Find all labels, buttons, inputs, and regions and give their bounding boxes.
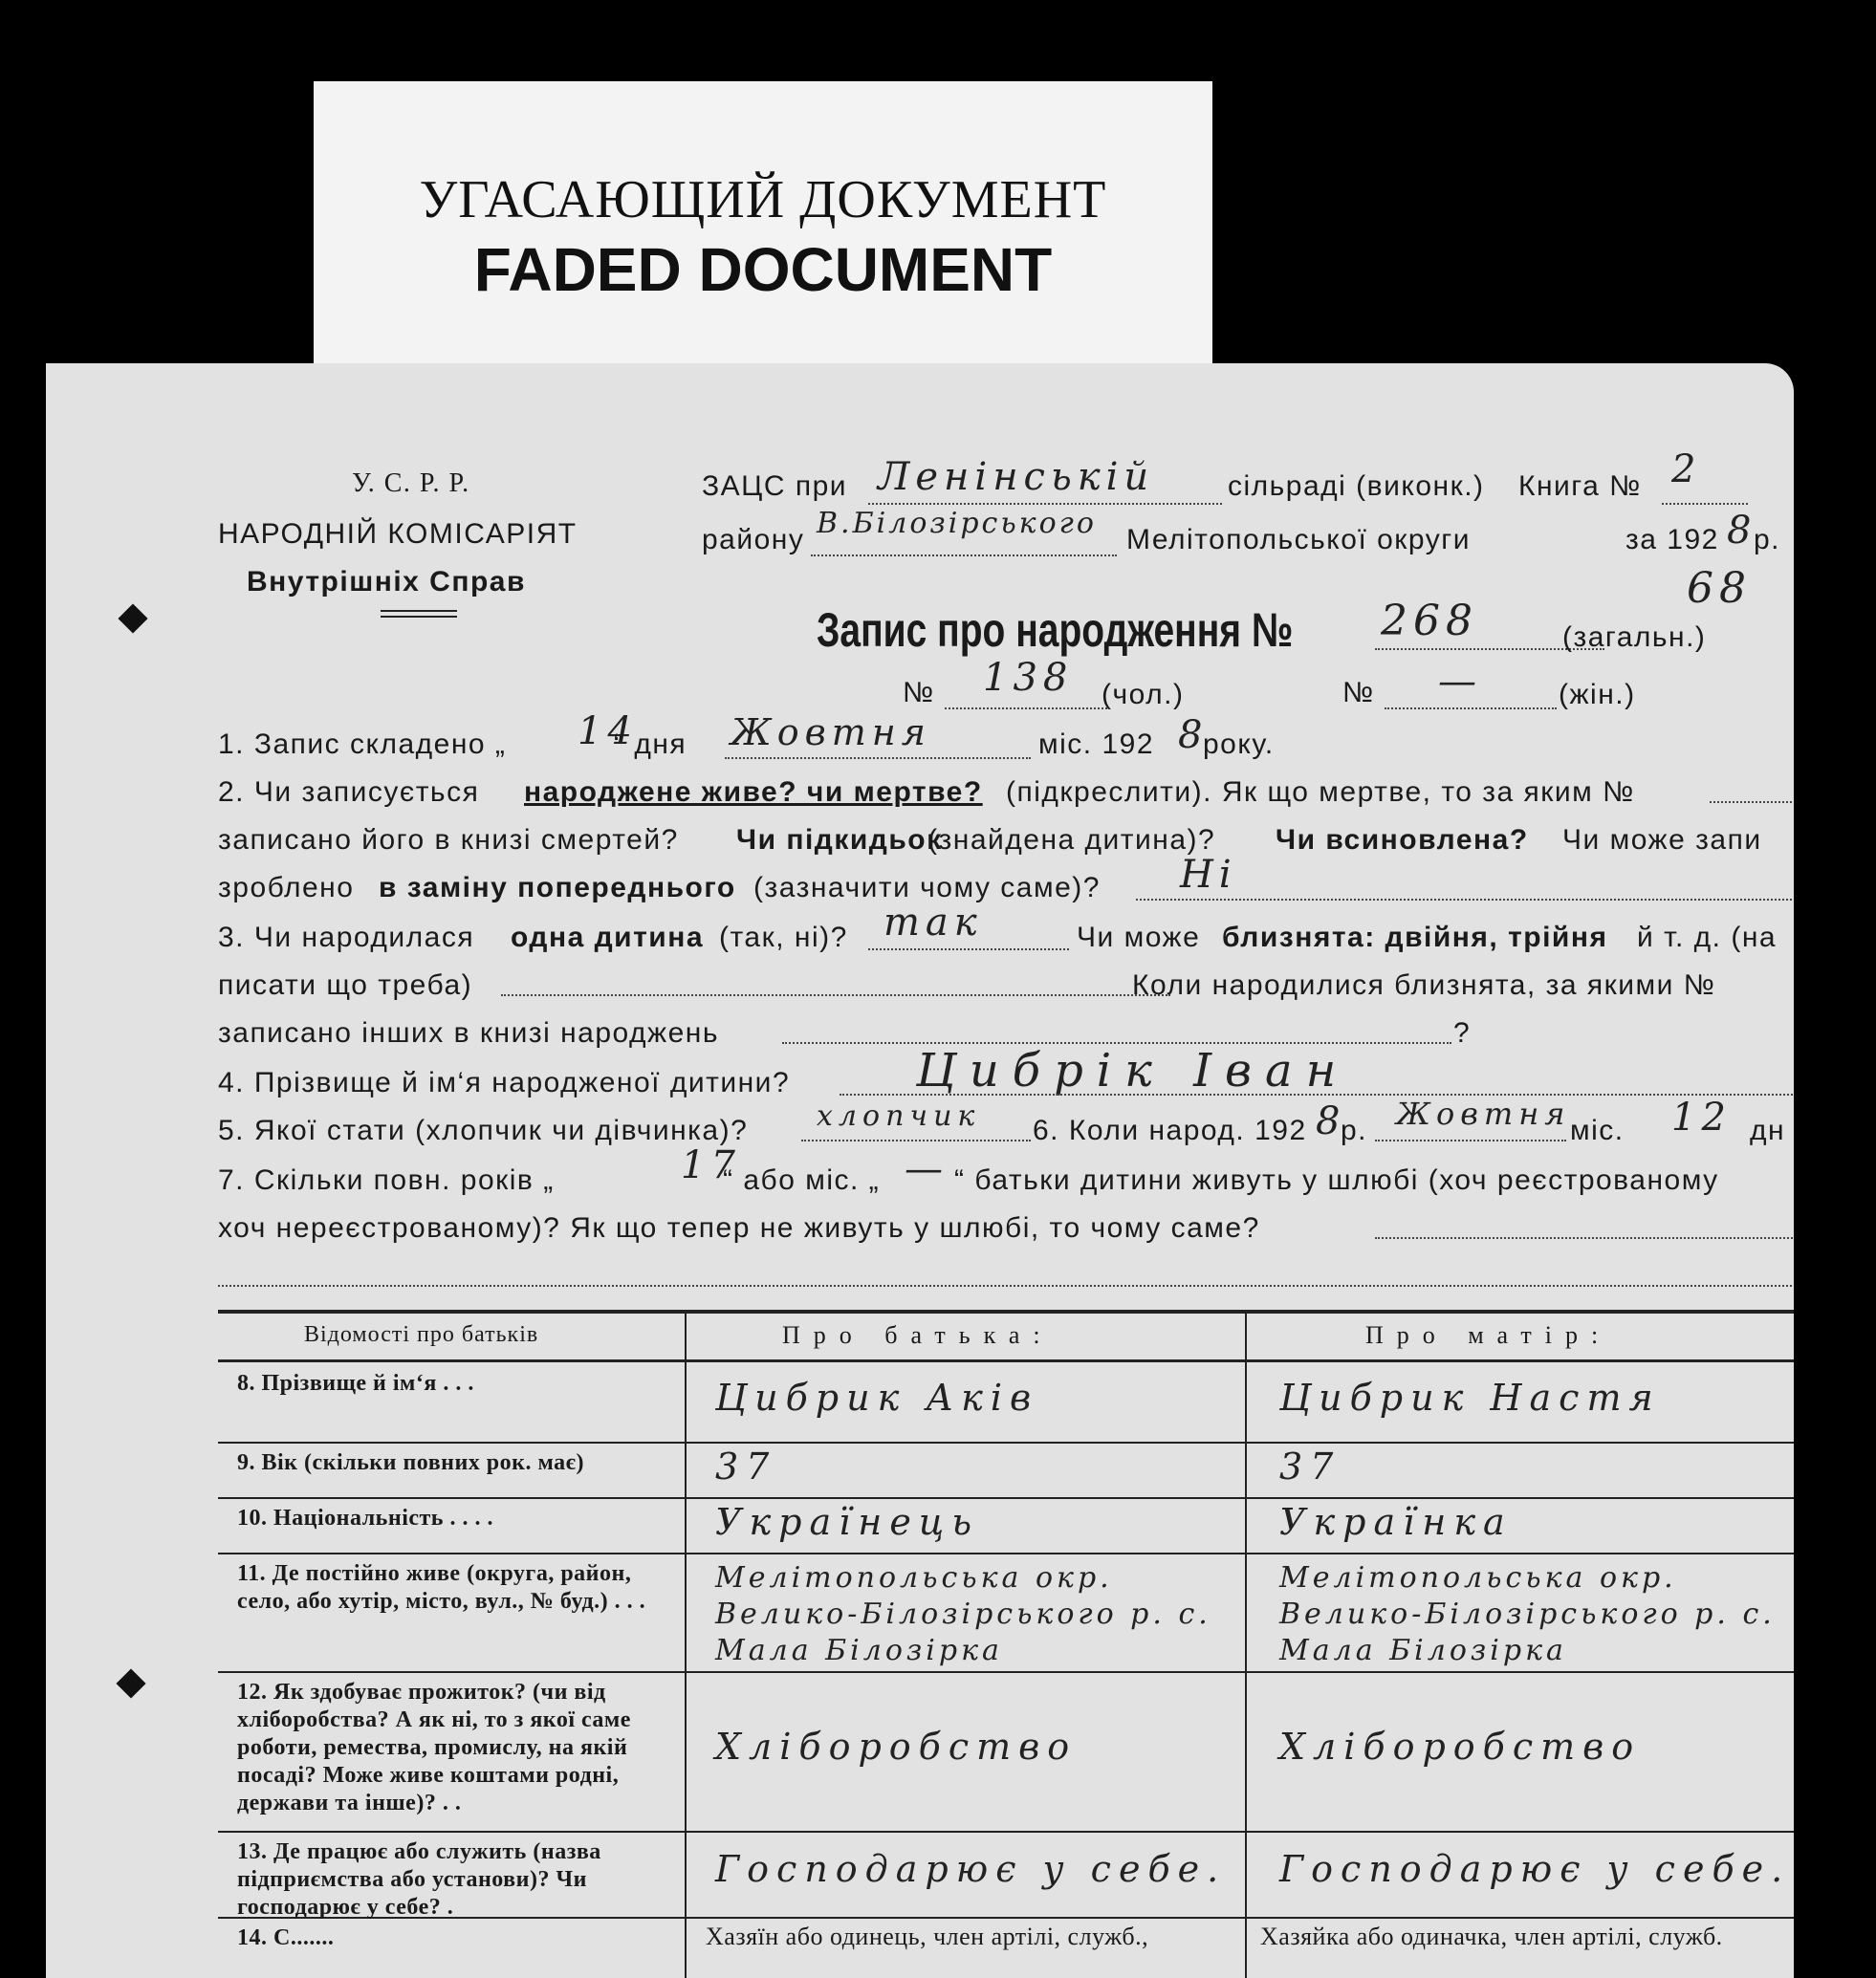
district-prefix: району [702, 524, 805, 555]
table-row-father-value: Господарює у себе. [715, 1848, 1227, 1890]
divider [381, 616, 457, 618]
q6-year: 8 [1316, 1099, 1346, 1143]
q2-line3-a: зроблено [218, 872, 355, 903]
table-row-father-value: 37 [715, 1445, 777, 1488]
q4-value: Цибрік Іван [916, 1044, 1350, 1098]
q7-line2-line [1375, 1237, 1794, 1239]
table-last-mother-text: Хазяйка або одиначка, член артілі, служб. [1260, 1923, 1723, 1950]
female-number-line [1385, 707, 1557, 709]
book-value: 2 [1671, 447, 1702, 491]
commissariat-heading: НАРОДНІЙ КОМІСАРІЯТ [218, 518, 578, 550]
birth-record-page [46, 363, 1794, 1978]
margin-note: 68 [1687, 564, 1752, 613]
q1-b: “ дня [614, 728, 687, 760]
table-row-label: 11. Де постійно живе (округа, район, село, або хутір, місто, вул., № буд.) . . . [237, 1561, 646, 1614]
q7-line3-line [218, 1285, 1794, 1287]
male-number: 138 [983, 656, 1074, 700]
q6-dn: дн [1750, 1115, 1786, 1146]
header-parents-info: Відомості про батьків [304, 1322, 539, 1347]
zags-line [868, 503, 1222, 505]
table-row-border [218, 1553, 1794, 1554]
silrada-label: сільраді (виконк.) [1228, 470, 1485, 502]
table-row-border [218, 1671, 1794, 1673]
q5-label: 5. Якої стати (хлопчик чи дівчинка)? [218, 1115, 749, 1146]
q3-c: (так, ні)? [719, 922, 848, 953]
q1-d: року. [1203, 728, 1275, 760]
table-row-label: 9. Вік (скільки повних рок. має) [237, 1450, 585, 1475]
table-row-label: 10. Національність . . . . [237, 1506, 493, 1531]
table-row-mother-value: Хліборобство [1279, 1725, 1642, 1768]
q6-month: Жовтня [1396, 1096, 1571, 1132]
table-row-label: 13. Де працює або служить (назва підприємства або установи)? Чи господарює у себе? . [237, 1839, 601, 1920]
year-prefix: за 192 [1625, 524, 1719, 555]
year-value: 8 [1727, 509, 1757, 553]
table-row-father-value: Українець [715, 1501, 980, 1543]
q2-line2-e: Чи може запи [1562, 824, 1762, 856]
q7-line2: хоч нереєстрованому)? Як що тепер не живуть у шлюбі, то чому саме? [218, 1212, 1260, 1244]
q1-day: 14 [578, 709, 638, 753]
faded-document-label [314, 81, 1212, 363]
q3-d: Чи може [1077, 922, 1201, 953]
table-row-father-value: Мелітопольська окр. Велико-Білозірського р. с. Мала Білозірка [715, 1561, 1211, 1667]
year-suffix: р. [1754, 524, 1781, 555]
zags-value: Ленінській [878, 455, 1155, 499]
q3-line2-b: Коли народилися близнята, за якими № [1132, 969, 1716, 1001]
q3-line2-line [501, 994, 1170, 996]
q5-line [801, 1140, 1031, 1141]
q2-answer: Ні [1180, 853, 1237, 897]
male-no-label: № [903, 677, 935, 708]
dept-heading: Внутрішніх Справ [247, 566, 526, 598]
q3-f: й т. д. (на [1637, 922, 1778, 953]
label-en: FADED DOCUMENT [473, 235, 1053, 304]
q6-month-line [1375, 1140, 1566, 1141]
table-last-father-text: Хазяїн або одинець, член артілі, служб., [706, 1923, 1149, 1950]
q7-a: 7. Скільки повн. років „ [218, 1164, 555, 1196]
q2-line3-c: (зазначити чому саме)? [753, 872, 1101, 903]
punch-hole-mark [116, 1668, 145, 1698]
q3-b: одна дитина [511, 922, 705, 953]
general-label: (загальн.) [1562, 621, 1707, 653]
q6-day: 12 [1671, 1096, 1732, 1140]
q1-month: Жовтня [731, 711, 931, 753]
table-row-father-value: Цибрик Аків [715, 1376, 1039, 1419]
book-label: Книга № [1518, 470, 1642, 502]
male-label: (чол.) [1102, 679, 1185, 710]
female-no-label: № [1342, 677, 1375, 708]
female-number: — [1438, 660, 1482, 704]
table-top-border [218, 1310, 1794, 1314]
q3-e: близнята: двійня, трійня [1222, 922, 1608, 953]
q3-line3-q: ? [1453, 1017, 1472, 1049]
table-row-label: 12. Як здобуває прожиток? (чи від хліборобства? А як ні, то з якої саме роботи, ремества, промислу, на якій посаді? Може живе коштами родні, держави та інше)? . . [237, 1680, 631, 1815]
table-row-border [218, 1831, 1794, 1833]
q6-mis: міс. [1570, 1115, 1625, 1146]
label-ru: УГАСАЮЩИЙ ДОКУМЕНТ [419, 170, 1107, 229]
zags-prefix: ЗАЦС при [702, 470, 848, 502]
q2-line3-b: в заміну попереднього [379, 872, 736, 903]
table-header-border [218, 1359, 1794, 1362]
q2-line2-a: записано його в книзі смертей? [218, 824, 679, 856]
q2-line2-c: (знайдена дитина)? [927, 824, 1216, 856]
table-row-mother-value: 37 [1279, 1445, 1342, 1488]
table-row-mother-value: Українка [1279, 1501, 1513, 1543]
table-row-mother-value: Господарює у себе. [1279, 1848, 1791, 1890]
q1-c: міс. 192 [1038, 728, 1155, 760]
header-mother: Про матір: [1365, 1321, 1612, 1349]
q3-answer-line [868, 948, 1069, 950]
q2-line [1710, 801, 1794, 803]
q1-year: 8 [1178, 713, 1209, 757]
q2-a: 2. Чи записується [218, 776, 480, 808]
divider [381, 610, 457, 612]
table-col-divider [1245, 1310, 1247, 1978]
table-row-mother-value: Цибрик Настя [1279, 1376, 1661, 1419]
district-value: В.Білозірського [817, 507, 1097, 540]
q6-label: 6. Коли народ. 192 [1033, 1115, 1307, 1146]
q7-years: 17 [681, 1143, 741, 1187]
q4-line [840, 1094, 1794, 1096]
q7-months: — [905, 1147, 949, 1191]
table-row-border [218, 1497, 1794, 1499]
table-row-label: 8. Прізвище й ім‘я . . . [237, 1371, 474, 1396]
district-line [811, 554, 1117, 556]
ussr-heading: У. С. Р. Р. [352, 468, 470, 498]
q2-answer-line [1136, 899, 1794, 901]
punch-hole-mark [118, 603, 147, 633]
table-row-label: 14. С....... [237, 1925, 335, 1950]
table-row-father-value: Хліборобство [715, 1725, 1078, 1768]
table-row-border [218, 1442, 1794, 1444]
table-col-divider [685, 1310, 687, 1978]
q2-b: народжене живе? чи мертве? [524, 776, 983, 808]
record-title: Запис про народження № [817, 603, 1294, 657]
q7-c: “ батьки дитини живуть у шлюбі (хоч реєстрованому [954, 1164, 1719, 1196]
table-row-mother-value: Мелітопольська окр. Велико-Білозірського р. с. Мала Білозірка [1279, 1561, 1776, 1667]
q3-a: 3. Чи народилася [218, 922, 475, 953]
q3-line3-a: записано інших в книзі народжень [218, 1017, 720, 1049]
q2-c: (підкреслити). Як що мертве, то за яким № [1006, 776, 1635, 808]
header-father: Про батька: [782, 1321, 1054, 1349]
q2-line2-d: Чи всиновлена? [1276, 824, 1529, 856]
q5-value: хлопчик [817, 1099, 981, 1133]
q1-month-line [725, 757, 1031, 759]
q4-label: 4. Прізвище й ім‘я народженої дитини? [218, 1067, 791, 1098]
okruha-label: Мелітопольської округи [1126, 524, 1471, 555]
q3-answer: так [883, 901, 983, 945]
q1-a: 1. Запис складено „ [218, 728, 507, 760]
q7-b: “ або міс. „ [723, 1164, 881, 1196]
record-number: 268 [1381, 597, 1478, 645]
q2-line2-b: Чи підкидьок [736, 824, 943, 856]
q3-line2-a: писати що треба) [218, 969, 473, 1001]
male-number-line [945, 707, 1107, 709]
q6-r: р. [1341, 1115, 1368, 1146]
book-line [1662, 503, 1748, 505]
female-label: (жін.) [1559, 679, 1636, 710]
